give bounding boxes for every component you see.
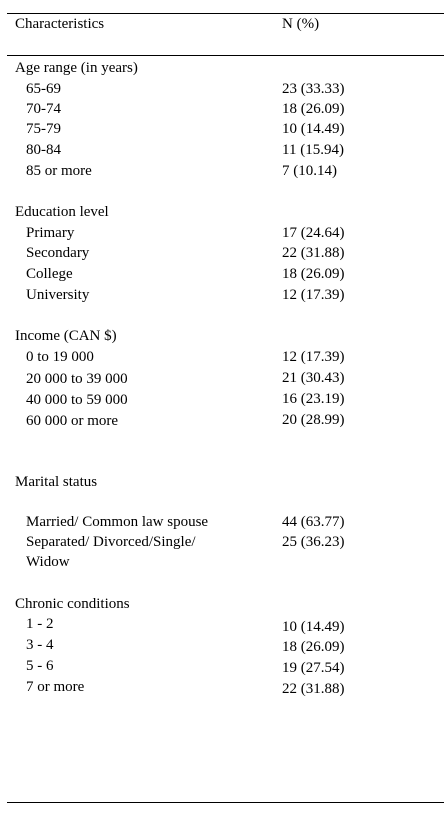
row-label: 3 - 4 (26, 637, 54, 653)
row-value: 17 (24.64) (282, 225, 345, 241)
row-label: 1 - 2 (26, 616, 54, 632)
row-label: 20 000 to 39 000 (26, 371, 128, 387)
row-value: 22 (31.88) (282, 245, 345, 261)
row-value: 20 (28.99) (282, 412, 345, 428)
row-label: 5 - 6 (26, 658, 54, 674)
row-value: 25 (36.23) (282, 534, 345, 550)
section-title-age: Age range (in years) (15, 60, 138, 76)
row-value: 44 (63.77) (282, 514, 345, 530)
row-label: 85 or more (26, 163, 92, 179)
row-value: 21 (30.43) (282, 370, 345, 386)
row-label: 0 to 19 000 (26, 349, 94, 365)
row-value: 18 (26.09) (282, 266, 345, 282)
header-n-percent: N (%) (282, 16, 320, 32)
bottom-rule (7, 802, 444, 803)
section-title-marital: Marital status (15, 474, 98, 490)
row-label: Primary (26, 225, 75, 241)
section-title-income: Income (CAN $) (15, 328, 117, 344)
row-label: University (26, 287, 90, 303)
row-value: 12 (17.39) (282, 349, 345, 365)
row-label: College (26, 266, 73, 282)
row-label: Separated/ Divorced/Single/ (26, 534, 196, 550)
row-value: 22 (31.88) (282, 681, 345, 697)
header-rule (7, 55, 444, 56)
row-value: 10 (14.49) (282, 121, 345, 137)
row-value: 7 (10.14) (282, 163, 337, 179)
row-label: 75-79 (26, 121, 61, 137)
section-title-education: Education level (15, 204, 109, 220)
section-title-chronic: Chronic conditions (15, 596, 130, 612)
top-rule (7, 13, 444, 14)
header-characteristics: Characteristics (15, 16, 105, 32)
row-value: 10 (14.49) (282, 619, 345, 635)
row-label: 70-74 (26, 101, 61, 117)
row-label: 80-84 (26, 142, 61, 158)
row-label: 7 or more (26, 679, 85, 695)
row-value: 11 (15.94) (282, 142, 344, 158)
row-label: Secondary (26, 245, 90, 261)
row-value: 19 (27.54) (282, 660, 345, 676)
row-value: 18 (26.09) (282, 101, 345, 117)
row-label: 65-69 (26, 81, 61, 97)
row-value: 23 (33.33) (282, 81, 345, 97)
row-label: 60 000 or more (26, 413, 119, 429)
row-label-continued: Widow (26, 554, 70, 570)
row-label: Married/ Common law spouse (26, 514, 209, 530)
row-value: 16 (23.19) (282, 391, 345, 407)
row-label: 40 000 to 59 000 (26, 392, 128, 408)
row-value: 18 (26.09) (282, 639, 345, 655)
row-value: 12 (17.39) (282, 287, 345, 303)
